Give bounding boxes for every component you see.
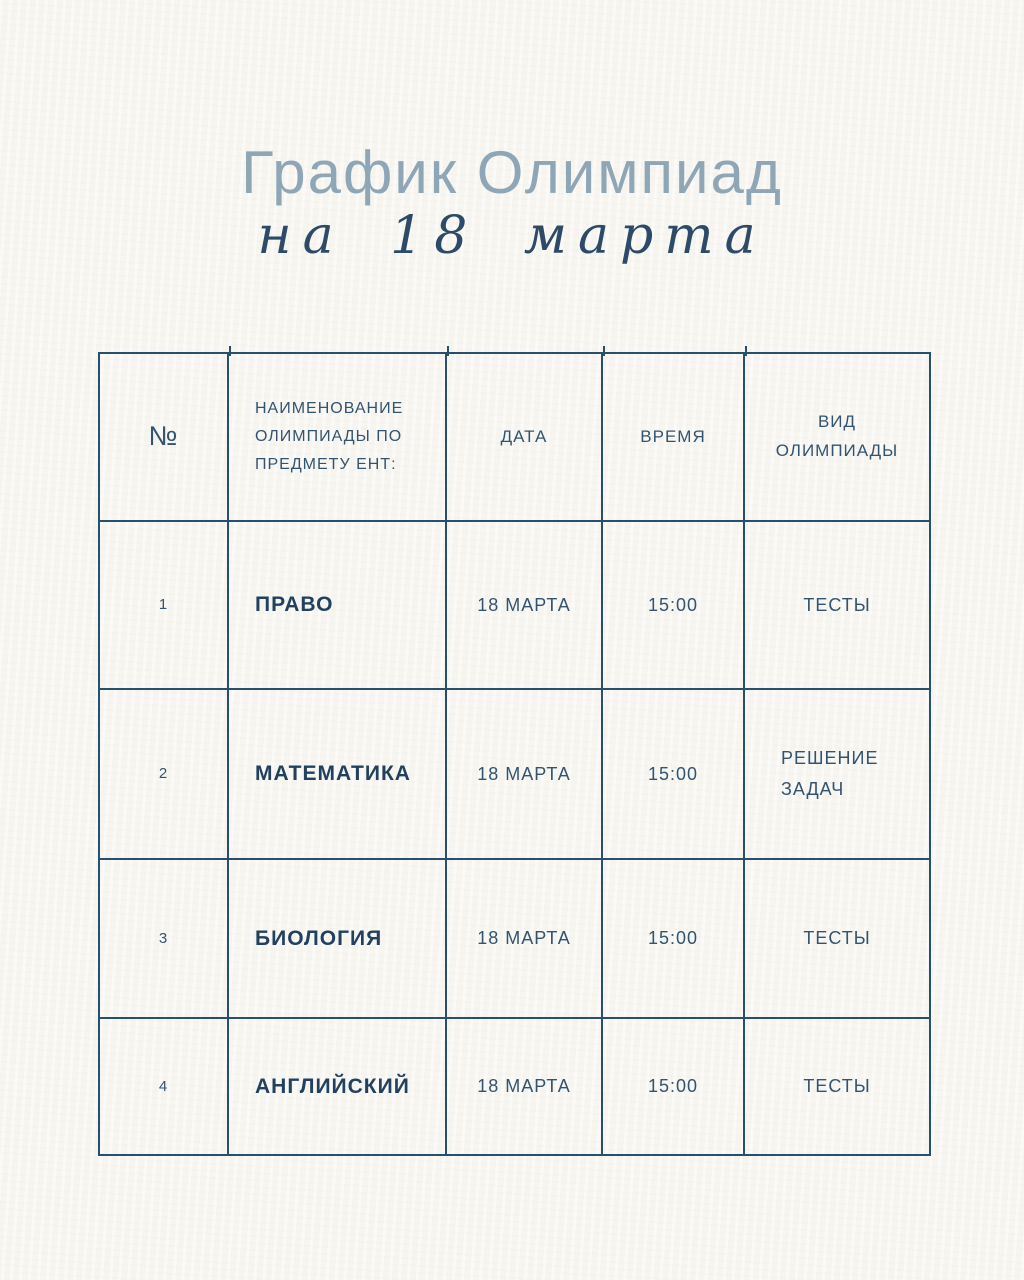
header-type-label: ВИД ОЛИМПИАДЫ <box>775 412 899 460</box>
time-cell: 15:00 <box>603 690 745 860</box>
subject-cell: ПРАВО <box>229 522 447 690</box>
type-label: ТЕСТЫ <box>803 928 871 949</box>
type-cell <box>745 690 931 860</box>
row-number-cell: 1 <box>100 522 229 690</box>
date-cell: 18 МАРТА <box>447 860 603 1019</box>
header-time: ВРЕМЯ <box>603 354 745 522</box>
date-cell: 18 МАРТА <box>447 690 603 860</box>
time-cell: 15:00 <box>603 1019 745 1156</box>
schedule-table <box>98 352 931 1156</box>
subject-cell: БИОЛОГИЯ <box>229 860 447 1019</box>
time-cell: 15:00 <box>603 522 745 690</box>
type-label: ТЕСТЫ <box>803 1076 871 1097</box>
subject-cell: АНГЛИЙСКИЙ <box>229 1019 447 1156</box>
time-cell: 15:00 <box>603 860 745 1019</box>
type-cell <box>745 522 931 690</box>
row-number-cell: 3 <box>100 860 229 1019</box>
column-divider-overhang <box>447 346 449 356</box>
row-number-cell: 4 <box>100 1019 229 1156</box>
subject-cell: МАТЕМАТИКА <box>229 690 447 860</box>
header-date: ДАТА <box>447 354 603 522</box>
row-number-cell: 2 <box>100 690 229 860</box>
type-label: ТЕСТЫ <box>803 594 871 615</box>
date-cell: 18 МАРТА <box>447 1019 603 1156</box>
column-divider-overhang <box>745 346 747 356</box>
type-cell <box>745 1019 931 1156</box>
date-cell: 18 МАРТА <box>447 522 603 690</box>
header-type <box>745 354 931 522</box>
page-title: График Олимпиад <box>241 139 783 206</box>
column-divider-overhang <box>229 346 231 356</box>
column-divider-overhang <box>603 346 605 356</box>
header-number: № <box>100 354 229 522</box>
header-name: НАИМЕНОВАНИЕ ОЛИМПИАДЫ ПО ПРЕДМЕТУ ЕНТ: <box>229 354 447 522</box>
type-label: РЕШЕНИЕ ЗАДАЧ <box>781 748 879 799</box>
page-subtitle: на 18 марта <box>257 206 767 266</box>
type-cell <box>745 860 931 1019</box>
